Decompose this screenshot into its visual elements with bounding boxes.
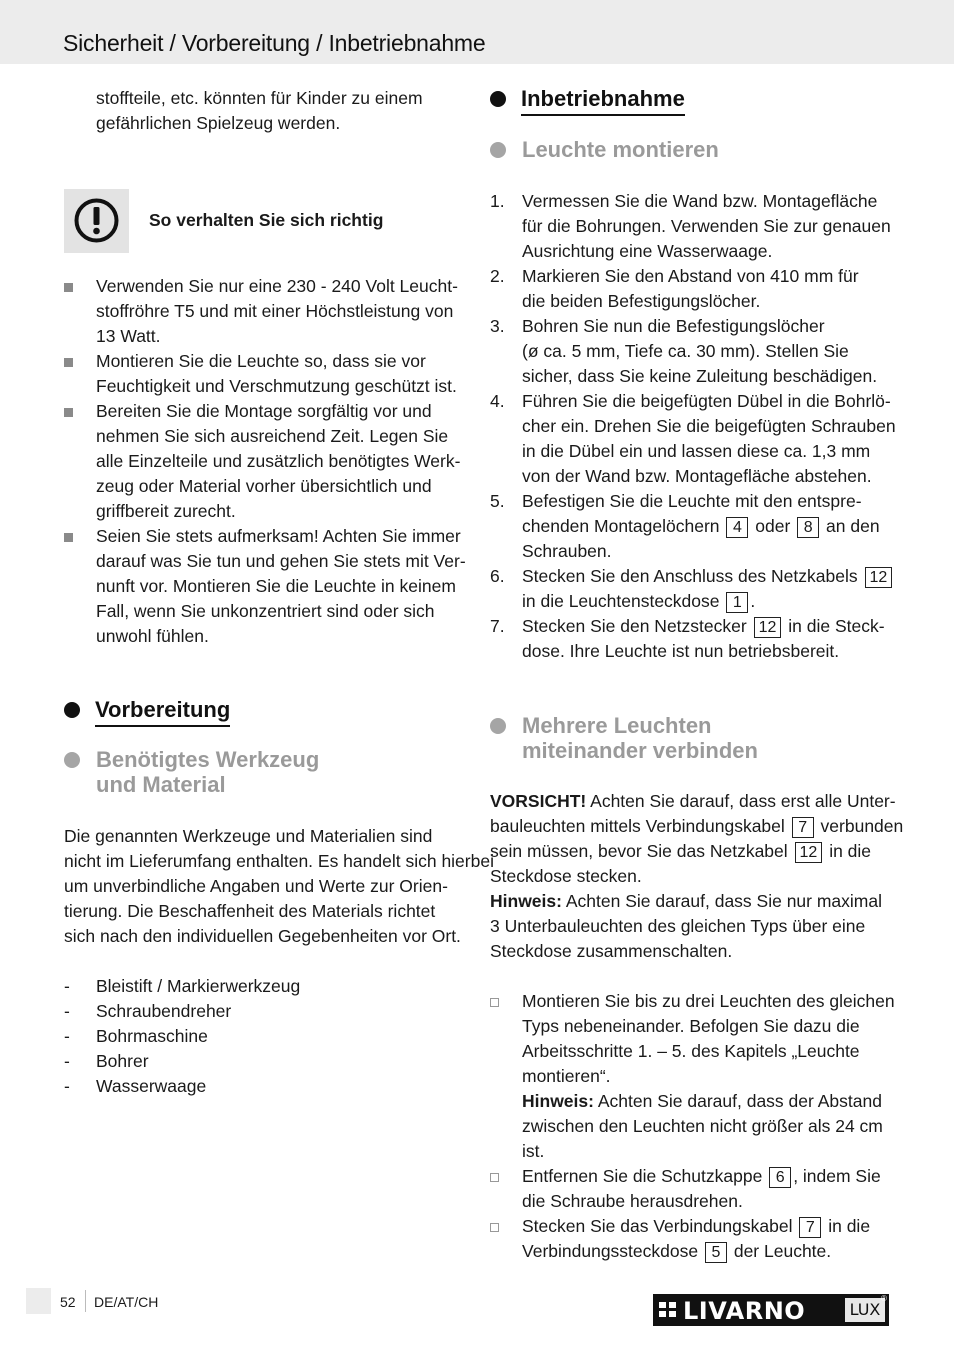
square-bullet-icon — [64, 358, 73, 367]
list-item: Montieren Sie die Leuchte so, dass sie vor Feuchtigkeit und Verschmutzung geschützt ist. — [64, 349, 464, 399]
logo-grid-icon — [659, 1302, 677, 1318]
list-item: Stecken Sie das Verbindungskabel 7 in die Verbindungssteckdose 5 der Leuchte. — [490, 1214, 892, 1264]
materials-paragraph: Die genannten Werkzeuge und Materialien sind nicht im Lieferumfang enthalten. Es handelt sich hierbei um unverbindliche Angaben und Werte zur Orien- tierung. Die Beschaffenheit des Materials richtet sich nach den individuellen Gegebenheiten vor Ort. — [64, 826, 494, 946]
tools-list — [64, 974, 464, 1099]
checkbox-square-icon — [490, 1173, 499, 1182]
part-ref-badge: 12 — [865, 567, 893, 588]
subheading-werkzeug: Benötigtes Werkzeug und Material — [64, 747, 464, 797]
list-item: Bereiten Sie die Montage sorgfältig vor und nehmen Sie sich ausreichend Zeit. Legen Sie alle Einzelteile und zusätzlich benötigtes Werk- zeug oder Material vorher übersichtlich und griffbereit zurecht. — [64, 399, 464, 524]
warning-icon — [64, 189, 129, 253]
list-item: - Bleistift / Markierwerkzeug — [64, 976, 301, 996]
subheading-leuchte-montieren: Leuchte montieren — [490, 137, 892, 162]
list-item: - Schraubendreher — [64, 1001, 232, 1021]
logo-registered-mark: ® — [881, 1294, 887, 1303]
mounting-steps-list — [490, 189, 896, 664]
right-column — [490, 86, 904, 1264]
bullet-dot-icon — [490, 142, 506, 158]
bullet-dot-icon — [64, 752, 80, 768]
section-heading-vorbereitung: Vorbereitung — [64, 697, 464, 727]
language-code: DE/AT/CH — [94, 1294, 159, 1310]
list-item: 1. Vermessen Sie die Wand bzw. Montagefläche für die Bohrungen. Verwenden Sie zur genauen Ausrichtung eine Wasserwaage. — [490, 191, 891, 261]
part-ref-badge: 12 — [795, 842, 823, 863]
hint-label: Hinweis: — [490, 891, 562, 911]
part-ref-badge: 12 — [754, 617, 782, 638]
warning-title: So verhalten Sie sich richtig — [149, 210, 384, 230]
logo-text: LIVARNO — [683, 1297, 806, 1325]
square-bullet-icon — [64, 533, 73, 542]
list-item: - Bohrer — [64, 1051, 149, 1071]
connect-steps-list — [490, 989, 895, 1264]
list-item: Montieren Sie bis zu drei Leuchten des gleichen Typs nebeneinander. Befolgen Sie dazu die Arbeitsschritte 1. – 5. des Kapitels „Leuchte montieren“. Hinweis: Achten Sie darauf, dass der Abstand zwischen den Leuchten nicht größer als 24 cm ist. — [490, 989, 892, 1164]
list-item: Seien Sie stets aufmerksam! Achten Sie immer darauf was Sie tun und gehen Sie stets mit Ver- nunft vor. Montieren Sie die Leuchte in keinem Fall, wenn Sie unkonzentriert sind oder sich unwohl fühlen. — [64, 524, 464, 649]
list-item: 3. Bohren Sie nun die Befestigungslöcher (ø ca. 5 mm, Tiefe ca. 30 mm). Stellen Sie sicher, dass Sie keine Zuleitung beschädigen. — [490, 316, 878, 386]
livarno-lux-logo — [653, 1294, 889, 1326]
part-ref-badge: 6 — [769, 1167, 791, 1188]
hint-label: Hinweis: — [522, 1091, 594, 1111]
logo-lux: LUX — [845, 1298, 885, 1322]
caution-block: VORSICHT! Achten Sie darauf, dass erst alle Unter- bauleuchten mittels Verbindungskabel 7 verbunden sein müssen, bevor Sie das Netzkabel 12 in die Steckdose stecken. Hinweis: Achten Sie darauf, dass Sie nur maximal 3 Unterbauleuchten des gleichen Typs über eine Steckdose zusammenschalten. — [490, 791, 904, 961]
intro-line: gefährlichen Spielzeug werden. — [96, 113, 341, 133]
intro-line: stoffteile, etc. könnten für Kinder zu einem — [96, 88, 423, 108]
list-item: 4. Führen Sie die beigefügten Dübel in die Bohrlö- cher ein. Drehen Sie die beigefügten Schrauben in die Dübel ein und lassen diese ca. 1,3 mm von der Wand bzw. Montagefläche abstehen. — [490, 391, 896, 486]
square-bullet-icon — [64, 283, 73, 292]
part-ref-badge: 5 — [705, 1242, 727, 1263]
part-ref-badge: 4 — [726, 517, 748, 538]
footer-divider — [85, 1290, 86, 1312]
page-title: Sicherheit / Vorbereitung / Inbetriebnahme — [63, 30, 486, 56]
list-item: - Bohrmaschine — [64, 1026, 208, 1046]
footer-marker — [26, 1288, 51, 1314]
caution-label: VORSICHT! — [490, 791, 587, 811]
part-ref-badge: 7 — [792, 817, 814, 838]
square-bullet-icon — [64, 408, 73, 417]
section-heading-inbetriebnahme: Inbetriebnahme — [490, 86, 892, 116]
part-ref-badge: 8 — [797, 517, 819, 538]
list-item: 5. Befestigen Sie die Leuchte mit den entspre- chenden Montagelöchern 4 oder 8 an den Schrauben. — [490, 491, 880, 561]
list-item: Entfernen Sie die Schutzkappe 6 , indem Sie die Schraube herausdrehen. — [490, 1164, 892, 1214]
list-item: 2. Markieren Sie den Abstand von 410 mm für die beiden Befestigungslöcher. — [490, 266, 859, 311]
bullet-dot-icon — [490, 718, 506, 734]
list-item: 7. Stecken Sie den Netzstecker 12 in die Steck- dose. Ihre Leuchte ist nun betriebsbereit. — [490, 616, 885, 661]
part-ref-badge: 1 — [726, 592, 748, 613]
list-item: - Wasserwaage — [64, 1076, 207, 1096]
checkbox-square-icon — [490, 998, 499, 1007]
page-header — [0, 0, 954, 64]
bullet-dot-icon — [64, 702, 80, 718]
subheading-mehrere-leuchten: Mehrere Leuchten miteinander verbinden — [490, 713, 892, 763]
warning-box — [64, 189, 464, 253]
left-column — [64, 86, 494, 1099]
checkbox-square-icon — [490, 1223, 499, 1232]
bullet-dot-icon — [490, 91, 506, 107]
list-item: Verwenden Sie nur eine 230 - 240 Volt Leucht- stoffröhre T5 und mit einer Höchstleistung von 13 Watt. — [64, 274, 464, 349]
page-number: 52 — [60, 1294, 76, 1310]
safety-bullet-list — [64, 274, 464, 649]
part-ref-badge: 7 — [799, 1217, 821, 1238]
list-item: 6. Stecken Sie den Anschluss des Netzkabels 12 in die Leuchtensteckdose 1 . — [490, 564, 892, 614]
